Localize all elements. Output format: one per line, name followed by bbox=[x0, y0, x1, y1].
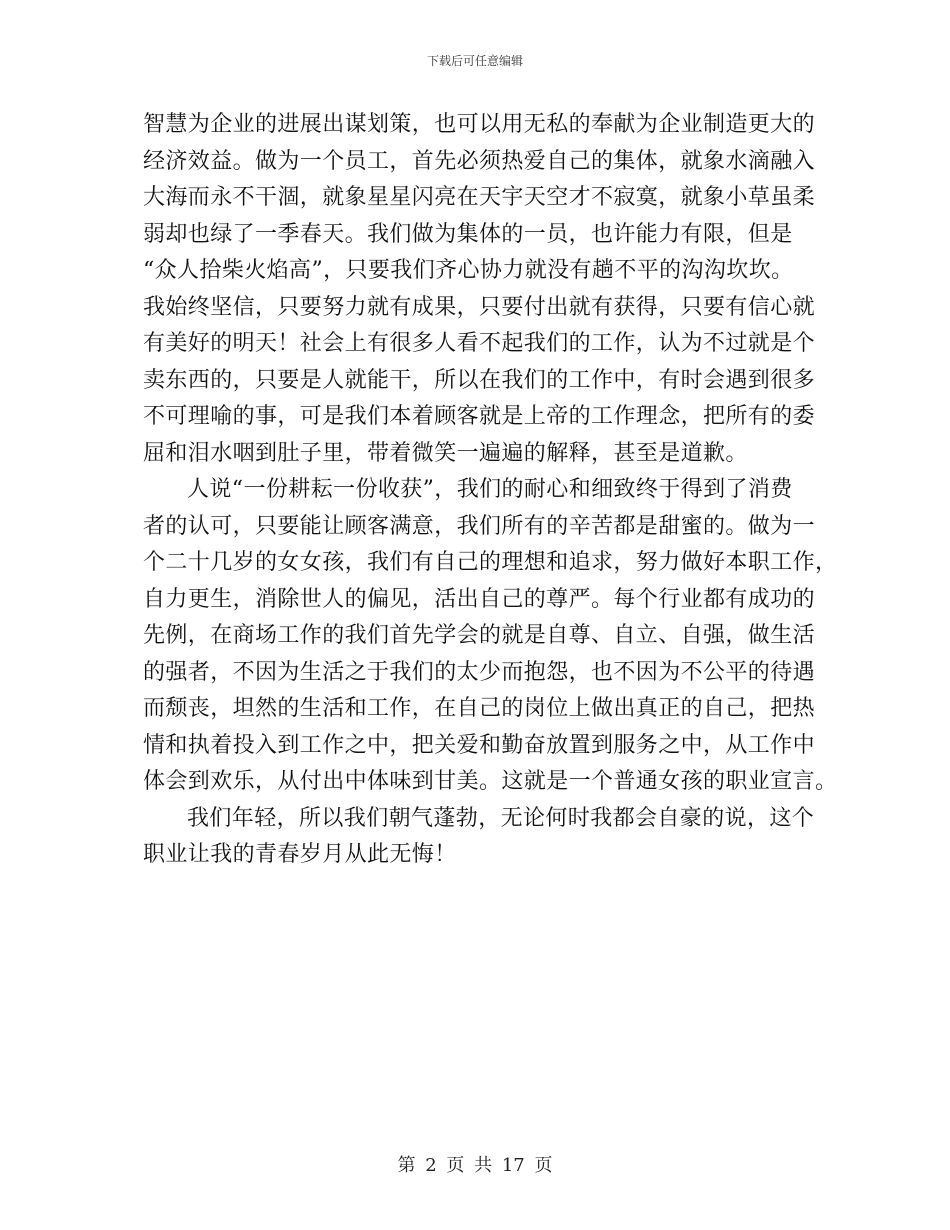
text-line: 屈和泪水咽到肚子里，带着微笑一遍遍的解释，甚至是道歉。 bbox=[143, 440, 748, 466]
text-line: 弱却也绿了一季春天。我们做为集体的一员，也许能力有限，但是 bbox=[143, 221, 793, 247]
document-body bbox=[143, 107, 838, 874]
text-line: 体会到欢乐，从付出中体味到甘美。这就是一个普通女孩的职业宣言。 bbox=[143, 769, 838, 794]
text-line: 个二十几岁的女女孩，我们有自己的理想和追求，努力做好本职工作， bbox=[143, 550, 838, 575]
text-line: 情和执着投入到工作之中，把关爱和勤奋放置到服务之中，从工作中 bbox=[143, 732, 816, 758]
text-line: 我始终坚信，只要努力就有成果，只要付出就有获得，只要有信心就 bbox=[143, 294, 816, 320]
text-line: 自力更生，消除世人的偏见，活出自己的尊严。每个行业都有成功的 bbox=[143, 586, 816, 612]
page-footer bbox=[0, 1155, 950, 1177]
text-line: 大海而永不干涸，就象星星闪亮在天宇天空才不寂寞，就象小草虽柔 bbox=[143, 185, 816, 210]
text-line: 先例，在商场工作的我们首先学会的就是自尊、自立、自强，做生活 bbox=[143, 623, 816, 648]
text-line: 有美好的明天！社会上有很多人看不起我们的工作，认为不过就是个 bbox=[143, 331, 816, 356]
text-line: 者的认可，只要能让顾客满意，我们所有的辛苦都是甜蜜的。做为一 bbox=[143, 513, 816, 539]
text-line: 智慧为企业的进展出谋划策，也可以用无私的奉献为企业制造更大的 bbox=[143, 112, 816, 137]
text-line: 经济效益。做为一个员工，首先必须热爱自己的集体，就象水滴融入 bbox=[143, 148, 816, 174]
text-line: 的强者，不因为生活之于我们的太少而抱怨，也不因为不公平的待遇 bbox=[143, 659, 816, 685]
text-line: 职业让我的青春岁月从此无悔！ bbox=[143, 842, 457, 867]
text-line: 卖东西的，只要是人就能干，所以在我们的工作中，有时会遇到很多 bbox=[143, 367, 816, 393]
paragraph-start-line: 人说“一份耕耘一份收获”，我们的耐心和细致终于得到了消费 bbox=[187, 477, 793, 502]
text-line: 不可理喻的事，可是我们本着顾客就是上帝的工作理念，把所有的委 bbox=[143, 404, 816, 429]
paragraph-start-line: 我们年轻，所以我们朝气蓬勃，无论何时我都会自豪的说，这个 bbox=[187, 805, 815, 831]
header-note: 下载后可任意编辑 bbox=[426, 54, 523, 68]
page-header bbox=[0, 54, 950, 68]
page-number: 第 2 页 共 17 页 bbox=[397, 1155, 553, 1176]
text-line: 而颓丧，坦然的生活和工作，在自己的岗位上做出真正的自己，把热 bbox=[143, 696, 816, 721]
text-line: “众人拾柴火焰高”，只要我们齐心协力就没有趟不平的沟沟坎坎。 bbox=[143, 258, 794, 283]
